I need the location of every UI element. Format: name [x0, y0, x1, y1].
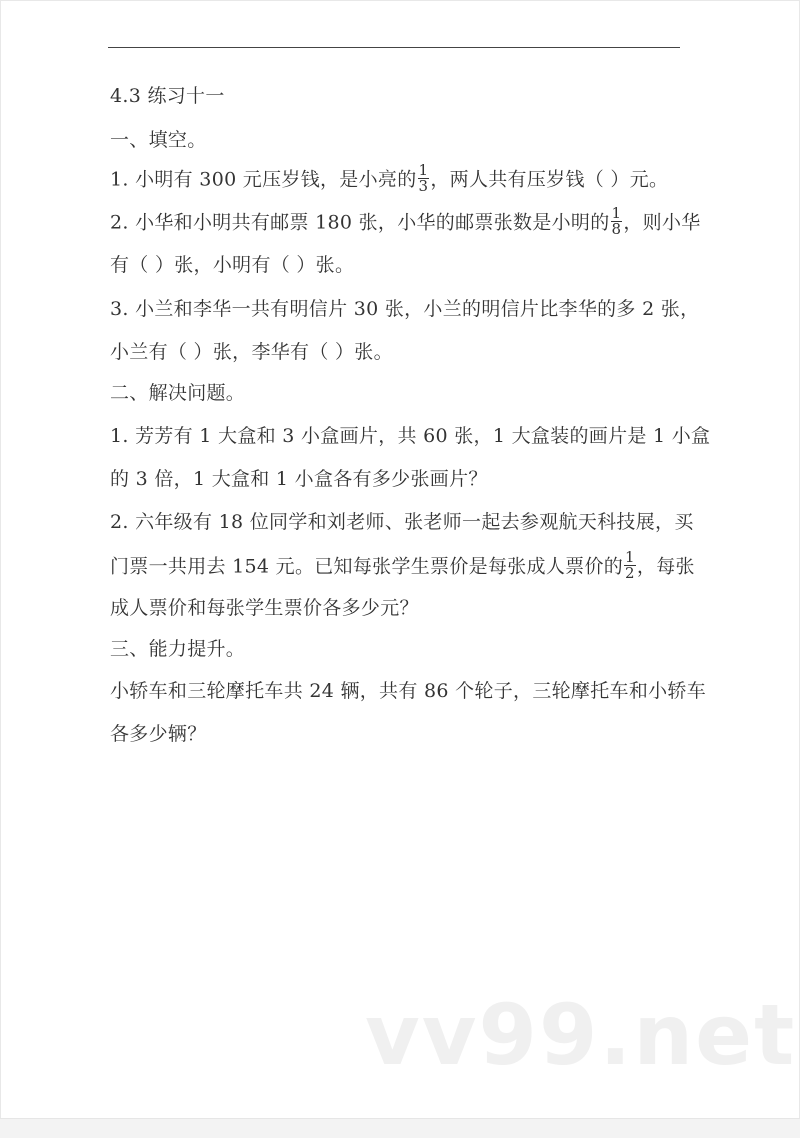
- fraction-denominator: 2: [625, 564, 635, 582]
- fraction-one-half: [624, 550, 636, 581]
- fraction-one-third: [418, 163, 430, 194]
- solve-question-2-line-2: [110, 548, 695, 583]
- ability-question-line-1: 小轿车和三轮摩托车共 24 辆，共有 86 个轮子，三轮摩托车和小轿车: [110, 680, 707, 702]
- fill-q1-text-before: 1. 小明有 300 元压岁钱，是小亮的: [110, 168, 417, 191]
- fill-question-3-line-1: 3. 小兰和李华一共有明信片 30 张，小兰的明信片比李华的多 2 张，: [110, 298, 700, 320]
- fill-question-1: [110, 161, 669, 196]
- lesson-heading: 4.3 练习十一: [110, 85, 225, 107]
- solve-question-2-line-3: 成人票价和每张学生票价各多少元？: [110, 597, 419, 619]
- solve-q2-text-before: 门票一共用去 154 元。已知每张学生票价是每张成人票价的: [110, 555, 624, 578]
- fraction-denominator: 8: [611, 220, 622, 238]
- section-1-title: 一、填空。: [110, 129, 207, 151]
- fill-q1-text-after: ，两人共有压岁钱（ ）元。: [430, 168, 669, 191]
- header-rule: [108, 47, 680, 48]
- fill-q2-text-after: ，则小华: [623, 211, 701, 234]
- fill-question-3-line-2: 小兰有（ ）张，李华有（ ）张。: [110, 341, 393, 363]
- solve-question-1-line-2: 的 3 倍，1 大盒和 1 小盒各有多少张画片？: [110, 468, 488, 490]
- fill-q2-text-before: 2. 小华和小明共有邮票 180 张，小华的邮票张数是小明的: [110, 211, 610, 234]
- ability-question-line-2: 各多少辆？: [110, 723, 207, 745]
- fill-question-2-line-2: 有（ ）张，小明有（ ）张。: [110, 254, 355, 276]
- fraction-one-eighth: [611, 206, 623, 237]
- fraction-numerator: 1: [625, 548, 635, 566]
- bottom-strip: [0, 1118, 800, 1138]
- solve-question-2-line-1: 2. 六年级有 18 位同学和刘老师、张老师一起去参观航天科技展，买: [110, 511, 694, 533]
- watermark: vv99.net: [365, 986, 797, 1084]
- section-2-title: 二、解决问题。: [110, 382, 246, 404]
- fill-question-2-line-1: [110, 204, 701, 239]
- solve-q2-text-after: ，每张: [636, 555, 695, 578]
- fraction-numerator: 1: [611, 204, 622, 222]
- section-3-title: 三、能力提升。: [110, 638, 246, 660]
- fraction-numerator: 1: [418, 161, 429, 179]
- solve-question-1-line-1: 1. 芳芳有 1 大盒和 3 小盒画片，共 60 张，1 大盒装的画片是 1 小盒: [110, 425, 711, 447]
- fraction-denominator: 3: [418, 177, 429, 195]
